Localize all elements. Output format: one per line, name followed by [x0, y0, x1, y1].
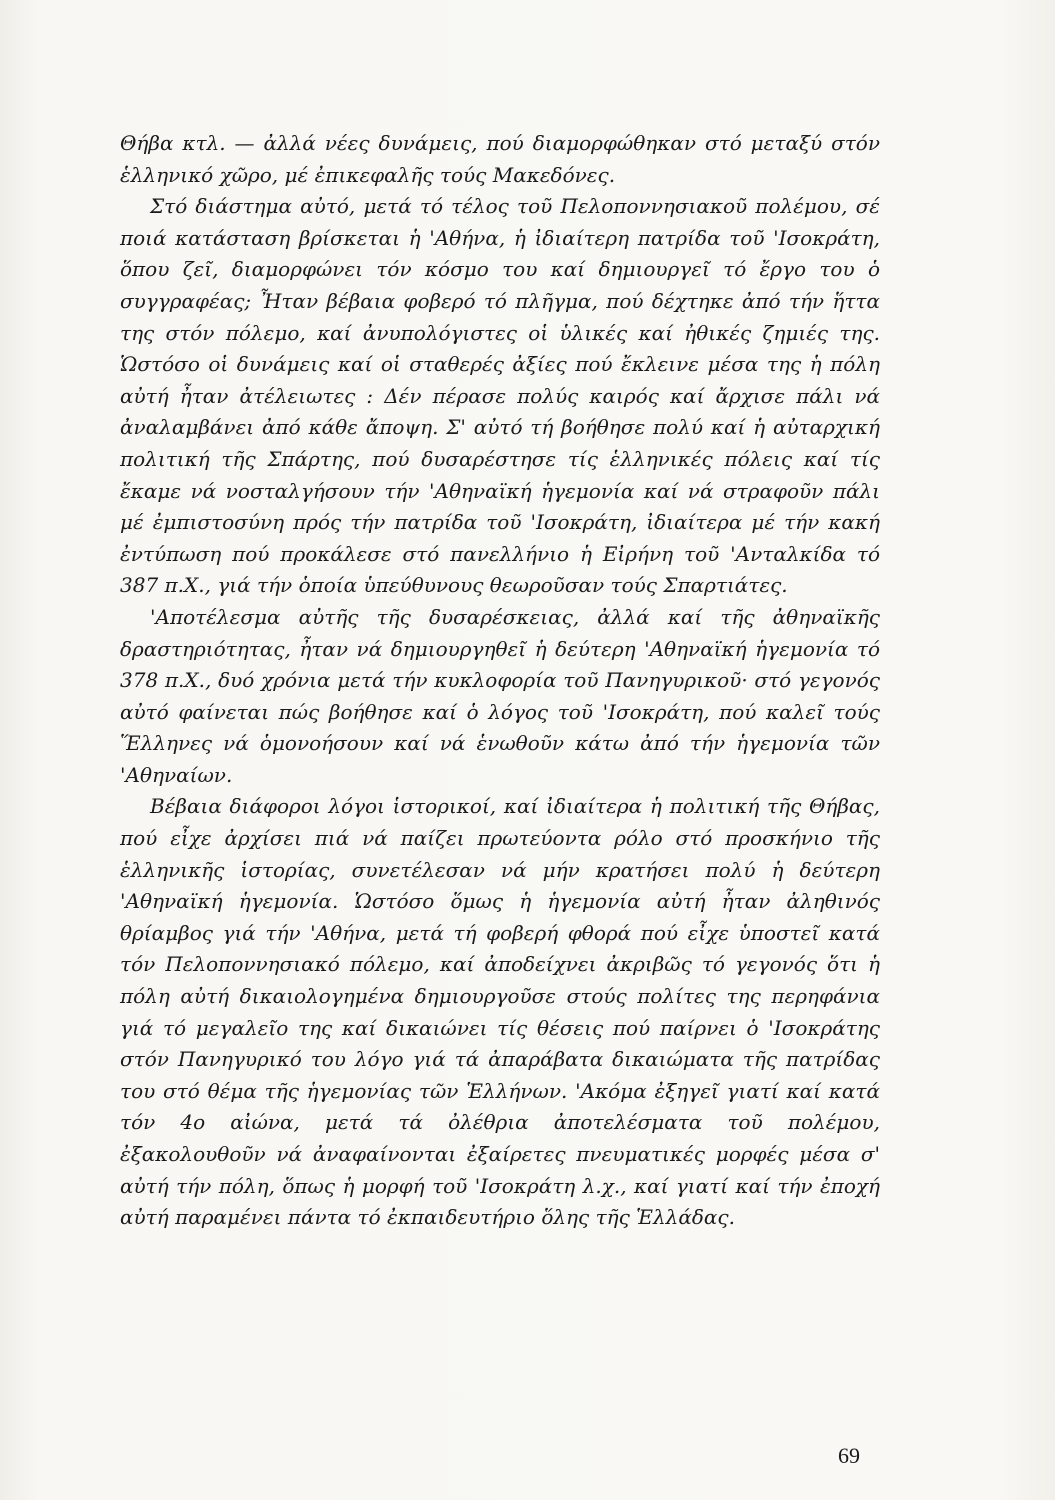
paragraph-4: Βέβαια διάφοροι λόγοι ἱστορικοί, καί ἰδιαίτερα ἡ πολιτική τῆς Θήβας, πού εἶχε ἀρχίσει πιά νά παίζει πρωτεύοντα ρόλο στό προσκήνιο τῆς ἑλληνικῆς ἱστορίας, συνετέλεσαν νά μήν κρατήσει πολύ ἡ δεύτερη 'Αθηναϊκή ἡγεμονία. Ὡστόσο ὅμως ἡ ἡγεμονία αὐτή ἦταν ἀληθινός θρίαμβος γιά τήν 'Αθήνα, μετά τή φοβερή φθορά πού εἶχε ὑποστεῖ κατά τόν Πελοποννησιακό πόλεμο, καί ἀποδείχνει ἀκριβῶς τό γεγονός ὅτι ἡ πόλη αὐτή δικαιολογημένα δημιουργοῦσε στούς πολίτες της περηφάνια γιά τό μεγαλεῖο της καί δικαιώνει τίς θέσεις πού παίρνει ὁ 'Ισοκράτης στόν Πανηγυρικό του λόγο γιά τά ἀπαράβατα δικαιώματα τῆς πατρίδας του στό θέμα τῆς ἡγεμονίας τῶν Ἑλλήνων. 'Ακόμα ἐξηγεῖ γιατί καί κατά τόν 4ο αἰώνα, μετά τά ὀλέθρια ἀποτελέσματα τοῦ πολέμου, ἐξακολουθοῦν νά ἀναφαίνονται ἐξαίρετες πνευματικές μορφές μέσα σ' αὐτή τήν πόλη, ὅπως ἡ μορφή τοῦ 'Ισοκράτη λ.χ., καί γιατί καί τήν ἐποχή αὐτή παραμένει πάντα τό ἐκπαιδευτήριο ὅλης τῆς Ἑλλάδας.: [120, 794, 880, 1230]
paragraph-2: Στό διάστημα αὐτό, μετά τό τέλος τοῦ Πελοποννησιακοῦ πολέμου, σέ ποιά κατάσταση βρίσκεται ἡ 'Αθήνα, ἡ ἰδιαίτερη πατρίδα τοῦ 'Ισοκράτη, ὅπου ζεῖ, διαμορφώνει τόν κόσμο του καί δημιουργεῖ τό ἔργο του ὁ συγγραφέας; Ἦταν βέβαια φοβερό τό πλῆγμα, πού δέχτηκε ἀπό τήν ἥττα της στόν πόλεμο, καί ἀνυπολόγιστες οἱ ὑλικές καί ἠθικές ζημιές της. Ὡστόσο οἱ δυνάμεις καί οἱ σταθερές ἀξίες πού ἔκλεινε μέσα της ἡ πόλη αὐτή ἦταν ἀτέλειωτες : Δέν πέρασε πολύς καιρός καί ἄρχισε πάλι νά ἀναλαμβάνει ἀπό κάθε ἄποψη. Σ' αὐτό τή βοήθησε πολύ καί ἡ αὐταρχική πολιτική τῆς Σπάρτης, πού δυσαρέστησε τίς ἑλληνικές πόλεις καί τίς ἔκαμε νά νοσταλγήσουν τήν 'Αθηναϊκή ἡγεμονία καί νά στραφοῦν πάλι μέ ἐμπιστοσύνη πρός τήν πατρίδα τοῦ 'Ισοκράτη, ἰδιαίτερα μέ τήν κακή ἐντύπωση πού προκάλεσε στό πανελλήνιο ἡ Εἰρήνη τοῦ 'Ανταλκίδα τό 387 π.Χ., γιά τήν ὁποία ὑπεύθυνους θεωροῦσαν τούς Σπαρτιάτες.: [120, 194, 880, 598]
paragraph-1: Θήβα κτλ. — ἀλλά νέες δυνάμεις, πού διαμορφώθηκαν στό μεταξύ στόν ἑλληνικό χῶρο, μέ ἐπικεφαλῆς τούς Μακεδόνες.: [120, 131, 880, 187]
page-number: 69: [838, 1443, 860, 1468]
paragraph-3: 'Αποτέλεσμα αὐτῆς τῆς δυσαρέσκειας, ἀλλά καί τῆς ἀθηναϊκῆς δραστηριότητας, ἦταν νά δημιουργηθεῖ ἡ δεύτερη 'Αθηναϊκή ἡγεμονία τό 378 π.Χ., δυό χρόνια μετά τήν κυκλοφορία τοῦ Πανηγυρικοῦ· στό γεγονός αὐτό φαίνεται πώς βοήθησε καί ὁ λόγος τοῦ 'Ισοκράτη, πού καλεῖ τούς Ἕλληνες νά ὁμονοήσουν καί νά ἑνωθοῦν κάτω ἀπό τήν ἡγεμονία τῶν 'Αθηναίων.: [120, 604, 880, 787]
body-text: [120, 128, 880, 1234]
